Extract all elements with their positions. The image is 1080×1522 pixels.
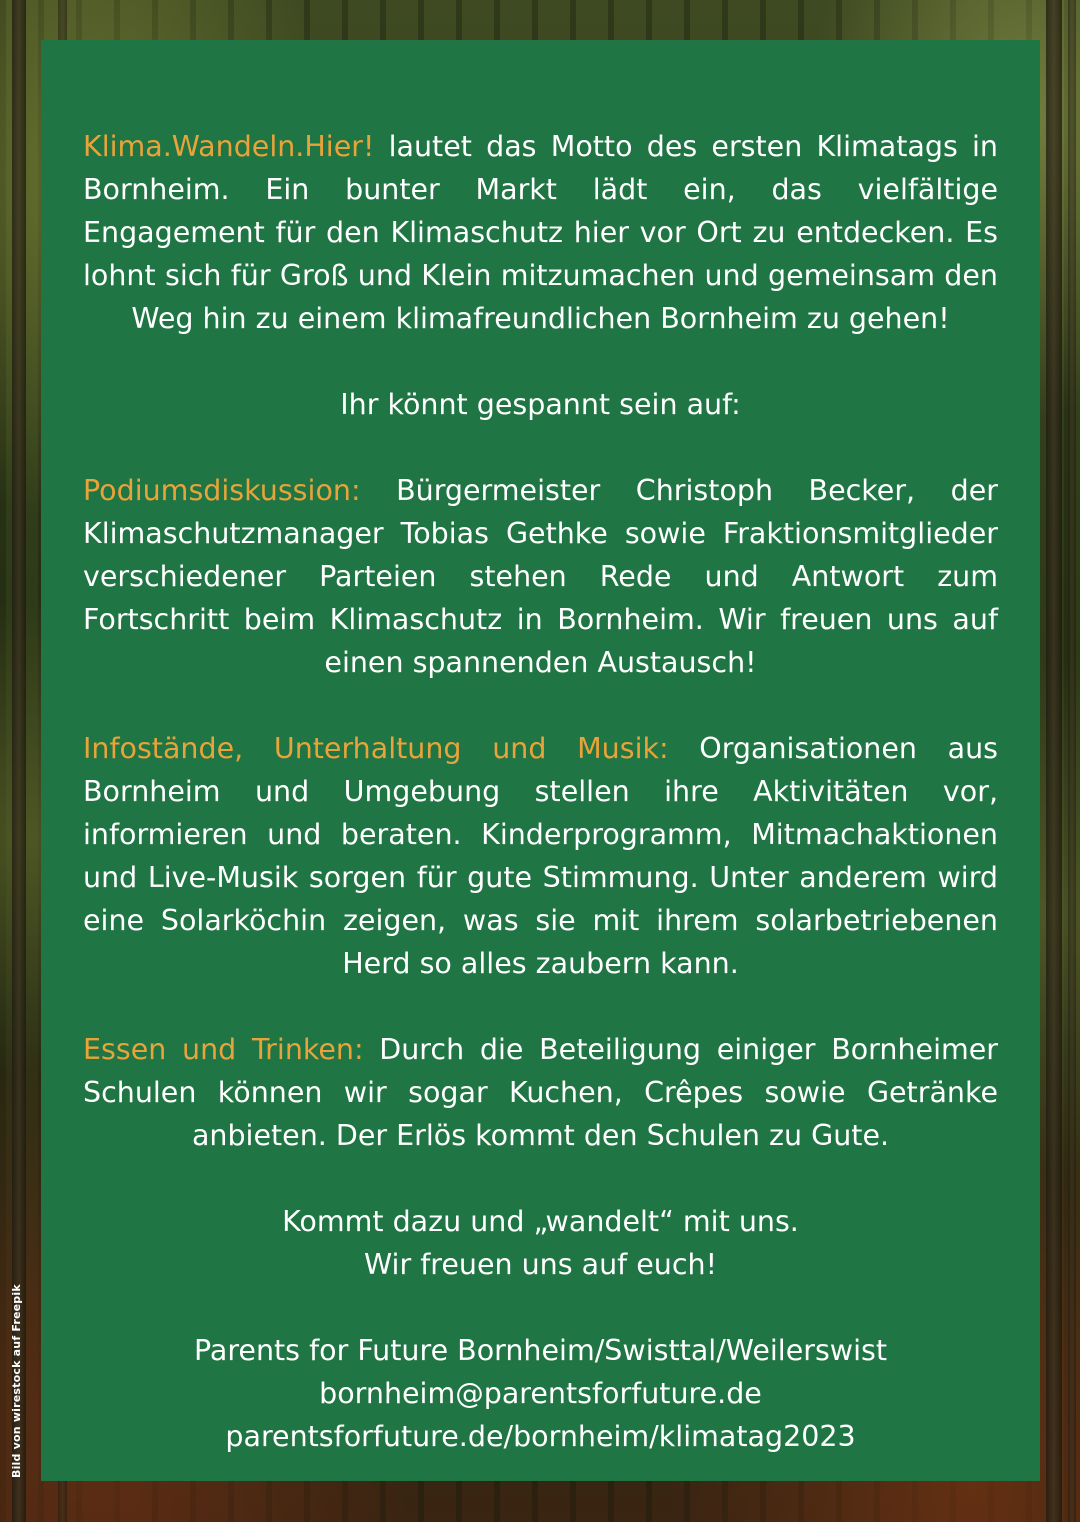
section-infostaende — [83, 727, 998, 985]
image-credit: Bild von wirestock auf Freepik — [10, 1284, 23, 1478]
section-podium — [83, 469, 998, 684]
section-heading: Essen und Trinken: — [83, 1033, 364, 1066]
section-text: Bürgermeister Christoph Becker, der Klimaschutzmanager Tobias Gethke sowie Fraktionsmitglieder verschiedener Parteien stehen Rede und Antwort zum Fortschritt beim Klimaschutz in Bornheim. Wir freuen uns auf einen spannenden Austausch! — [83, 474, 998, 679]
section-essen — [83, 1028, 998, 1157]
contact-email[interactable]: bornheim@parentsforfuture.de — [319, 1377, 762, 1410]
closing-line-2: Wir freuen uns auf euch! — [363, 1248, 718, 1281]
closing — [83, 1200, 998, 1286]
lead-text: Ihr könnt gespannt sein auf: — [340, 388, 741, 421]
website-url[interactable]: parentsforfuture.de/bornheim/klimatag2023 — [225, 1420, 856, 1453]
section-heading: Podiumsdiskussion: — [83, 474, 361, 507]
closing-line-1: Kommt dazu und „wandelt“ mit uns. — [282, 1205, 799, 1238]
contact-block — [83, 1329, 998, 1458]
info-panel — [41, 40, 1040, 1481]
motto: Klima.Wandeln.Hier! — [83, 130, 375, 163]
organization-name: Parents for Future Bornheim/Swisttal/Weilerswist — [193, 1334, 888, 1367]
section-heading: Infostände, Unterhaltung und Musik: — [83, 732, 669, 765]
intro-text: lautet das Motto des ersten Klimatags in Bornheim. Ein bunter Markt lädt ein, das vielfältige Engagement für den Klimaschutz hier vor Ort zu entdecken. Es lohnt sich für Groß und Klein mitzumachen und gemeinsam den Weg hin zu einem klimafreundlichen Bornheim zu gehen! — [83, 130, 998, 335]
section-text: Organisationen aus Bornheim und Umgebung stellen ihre Aktivitäten vor, informieren und beraten. Kinderprogramm, Mitmachaktionen und Live-Musik sorgen für gute Stimmung. Unter anderem wird eine Solarköchin zeigen, was sie mit ihrem solarbetriebenen Herd so alles zaubern kann. — [83, 732, 999, 980]
intro-paragraph — [83, 125, 998, 340]
section-text: Durch die Beteiligung einiger Bornheimer Schulen können wir sogar Kuchen, Crêpes sowie Getränke anbieten. Der Erlös kommt den Schulen zu Gute. — [83, 1033, 998, 1152]
